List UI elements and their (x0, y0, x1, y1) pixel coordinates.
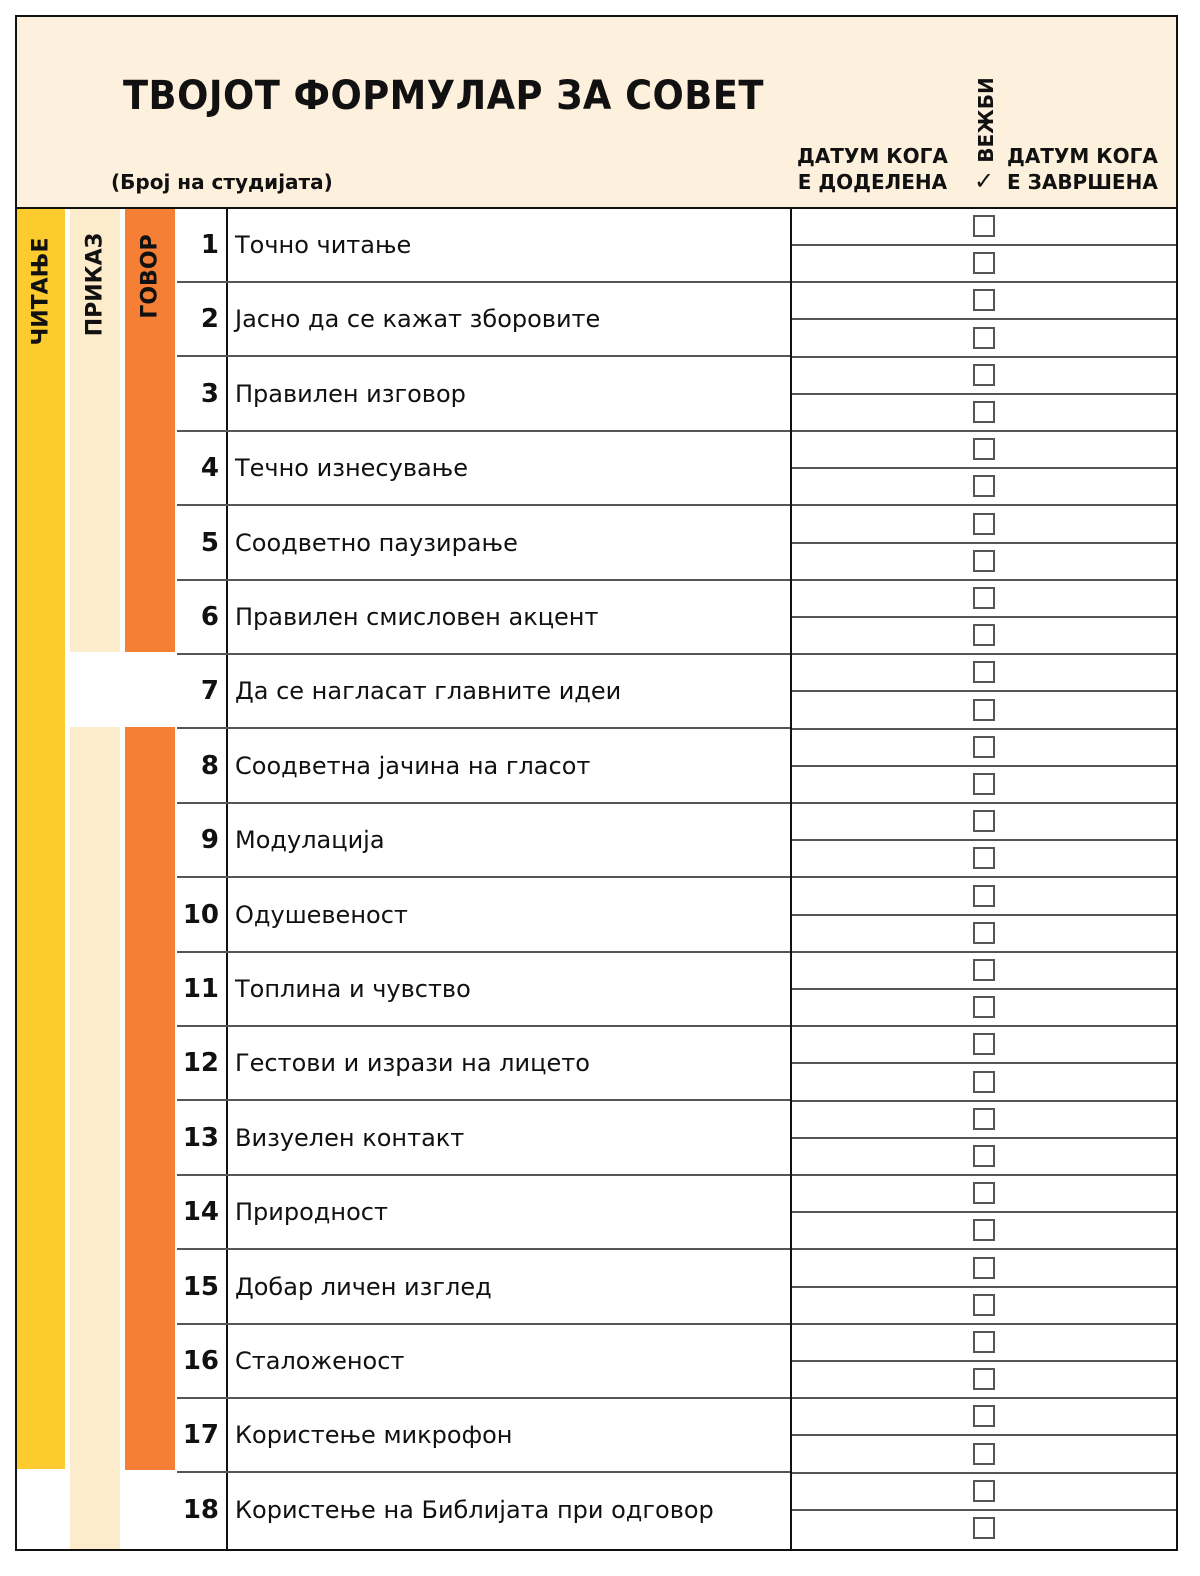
row-label: Користење на Библијата при одговор (235, 1495, 714, 1524)
date-entry-row[interactable] (792, 358, 1178, 395)
date-assigned-line1: ДАТУМ КОГА (797, 144, 948, 168)
table-row (177, 730, 790, 804)
date-entry-row[interactable] (792, 618, 1178, 655)
row-label: Правилен смисловен акцент (235, 603, 599, 631)
date-entry-row[interactable] (792, 990, 1178, 1027)
date-entry-row[interactable] (792, 841, 1178, 878)
row-label: Точно читање (235, 231, 412, 259)
date-entry-row[interactable] (792, 246, 1178, 283)
table-row (177, 1325, 790, 1399)
exercise-checkbox[interactable] (973, 1517, 995, 1539)
row-number: 18 (182, 1494, 219, 1525)
row-label: Соодветна јачина на гласот (235, 751, 591, 780)
date-completed-line2: Е ЗАВРШЕНА (1007, 170, 1158, 194)
row-number: 14 (182, 1197, 219, 1228)
table-row (177, 953, 790, 1027)
date-entry-row[interactable] (792, 283, 1178, 320)
row-label: Јасно да се кажат зборовите (235, 305, 601, 334)
exercise-checkbox[interactable] (973, 438, 995, 460)
counsel-form (15, 15, 1178, 1551)
row-number: 3 (200, 378, 219, 409)
exercises-header (975, 75, 997, 165)
date-entry-row[interactable] (792, 916, 1178, 953)
exercise-checkbox[interactable] (973, 1182, 995, 1204)
date-entry-row[interactable] (792, 804, 1178, 841)
date-entry-row[interactable] (792, 1399, 1178, 1436)
exercise-checkbox[interactable] (973, 699, 995, 721)
table-row (177, 879, 790, 953)
date-completed-header (1007, 143, 1158, 195)
table-row (177, 1474, 790, 1548)
row-number: 12 (182, 1048, 219, 1079)
exercise-checkbox[interactable] (973, 215, 995, 237)
date-entry-row[interactable] (792, 1176, 1178, 1213)
date-entry-row[interactable] (792, 321, 1178, 358)
date-entry-row[interactable] (792, 1102, 1178, 1139)
exercise-checkbox[interactable] (973, 252, 995, 274)
exercise-checkbox[interactable] (973, 1368, 995, 1390)
date-entry-row[interactable] (792, 1139, 1178, 1176)
date-entry-row[interactable] (792, 209, 1178, 246)
study-number-label: (Број на студијата) (111, 170, 333, 194)
row-number: 15 (182, 1271, 219, 1302)
exercise-checkbox[interactable] (973, 1033, 995, 1055)
exercise-checkbox[interactable] (973, 624, 995, 646)
date-entry-row[interactable] (792, 1325, 1178, 1362)
category-bar-presentation-lower (70, 727, 120, 1551)
date-entry-row[interactable] (792, 395, 1178, 432)
date-entry-row[interactable] (792, 1251, 1178, 1288)
exercise-checkbox[interactable] (973, 1071, 995, 1093)
row-number: 11 (182, 974, 219, 1004)
date-entry-row[interactable] (792, 767, 1178, 804)
row-label: Визуелен контакт (235, 1123, 465, 1152)
date-entry-row[interactable] (792, 1511, 1178, 1548)
form-header (17, 17, 1176, 209)
exercise-checkbox[interactable] (973, 661, 995, 683)
exercise-checkbox[interactable] (973, 364, 995, 386)
exercise-checkbox[interactable] (973, 289, 995, 311)
date-entry-row[interactable] (792, 469, 1178, 506)
table-row (177, 1102, 790, 1176)
row-label: Добар личен изглед (235, 1272, 492, 1301)
row-label: Сталоженост (235, 1347, 405, 1375)
date-entry-row[interactable] (792, 1362, 1178, 1399)
date-entry-row[interactable] (792, 1027, 1178, 1064)
row-number: 1 (200, 230, 219, 260)
exercise-checkbox[interactable] (973, 1294, 995, 1316)
table-row (177, 1399, 790, 1473)
exercise-checkbox[interactable] (973, 1480, 995, 1502)
date-entry-row[interactable] (792, 581, 1178, 618)
date-entry-row[interactable] (792, 879, 1178, 916)
exercise-checkbox[interactable] (973, 1145, 995, 1167)
row-label: Одушевеност (235, 900, 408, 929)
table-row (177, 358, 790, 432)
exercise-checkbox[interactable] (973, 810, 995, 832)
exercise-checkbox[interactable] (973, 1257, 995, 1279)
exercise-checkbox[interactable] (973, 885, 995, 907)
date-entry-row[interactable] (792, 544, 1178, 581)
row-number: 8 (200, 750, 219, 781)
row-number: 13 (182, 1122, 219, 1153)
table-row (177, 804, 790, 878)
table-row (177, 432, 790, 506)
date-assigned-line2: Е ДОДЕЛЕНА (797, 170, 948, 194)
exercises-label: ВЕЖБИ (974, 77, 998, 163)
row-number: 2 (200, 304, 219, 335)
row-number: 5 (200, 527, 219, 558)
table-row (177, 507, 790, 581)
table-row (177, 283, 790, 357)
exercise-checkbox[interactable] (973, 401, 995, 423)
date-entry-row[interactable] (792, 432, 1178, 469)
row-number: 16 (182, 1346, 219, 1376)
date-entry-row[interactable] (792, 507, 1178, 544)
exercise-checkbox[interactable] (973, 1219, 995, 1241)
date-entry-row[interactable] (792, 1213, 1178, 1250)
row-number: 10 (182, 899, 219, 930)
date-entry-row[interactable] (792, 1474, 1178, 1511)
exercise-checkbox[interactable] (973, 550, 995, 572)
checkmark-icon: ✓ (974, 167, 995, 195)
category-bar-presentation (70, 209, 120, 652)
date-entry-row[interactable] (792, 953, 1178, 990)
table-row (177, 1176, 790, 1250)
row-number: 9 (200, 825, 219, 856)
row-number: 7 (200, 676, 219, 707)
exercise-checkbox[interactable] (973, 475, 995, 497)
category-bar-reading (17, 209, 65, 1469)
exercise-checkbox[interactable] (973, 1443, 995, 1465)
exercise-checkbox[interactable] (973, 959, 995, 981)
table-row (177, 581, 790, 655)
category-label-reading: ЧИТАЊЕ (28, 237, 54, 346)
exercise-checkbox[interactable] (973, 1331, 995, 1353)
date-completed-line1: ДАТУМ КОГА (1007, 144, 1158, 168)
date-assigned-header (797, 143, 948, 195)
date-entry-row[interactable] (792, 1437, 1178, 1474)
exercise-checkbox[interactable] (973, 1108, 995, 1130)
exercise-checkbox[interactable] (973, 736, 995, 758)
exercise-checkbox[interactable] (973, 847, 995, 869)
page-title: ТВОЈОТ ФОРМУЛАР ЗА СОВЕТ (123, 73, 764, 119)
table-row (177, 1027, 790, 1101)
category-bar-speech-lower (125, 727, 175, 1470)
category-bar-speech (125, 209, 175, 652)
row-number: 4 (200, 453, 219, 484)
row-label: Топлина и чувство (235, 975, 471, 1003)
category-label-speech: ГОВОР (137, 234, 163, 319)
row-label: Користење микрофон (235, 1421, 513, 1450)
exercise-checkbox[interactable] (973, 1405, 995, 1427)
date-entry-row[interactable] (792, 1288, 1178, 1325)
table-row (177, 209, 790, 283)
date-entry-row[interactable] (792, 693, 1178, 730)
table-row (177, 1251, 790, 1325)
exercise-checkbox[interactable] (973, 922, 995, 944)
exercise-checkbox[interactable] (973, 587, 995, 609)
row-label: Гестови и изрази на лицето (235, 1049, 590, 1078)
exercise-checkbox[interactable] (973, 327, 995, 349)
row-number: 17 (182, 1420, 219, 1451)
row-label: Да се нагласат главните идеи (235, 677, 622, 706)
exercise-checkbox[interactable] (973, 513, 995, 535)
row-label: Соодветно паузирање (235, 528, 518, 557)
row-label: Течно изнесување (235, 454, 469, 483)
exercise-checkbox[interactable] (973, 996, 995, 1018)
row-label: Модулација (235, 826, 385, 855)
exercise-checkbox[interactable] (973, 773, 995, 795)
row-label: Природност (235, 1198, 388, 1227)
category-label-presentation: ПРИКАЗ (82, 232, 108, 337)
table-row (177, 655, 790, 729)
row-number: 6 (200, 602, 219, 632)
date-entry-row[interactable] (792, 1065, 1178, 1102)
date-entry-row[interactable] (792, 730, 1178, 767)
date-entry-row[interactable] (792, 655, 1178, 692)
row-label: Правилен изговор (235, 379, 466, 408)
